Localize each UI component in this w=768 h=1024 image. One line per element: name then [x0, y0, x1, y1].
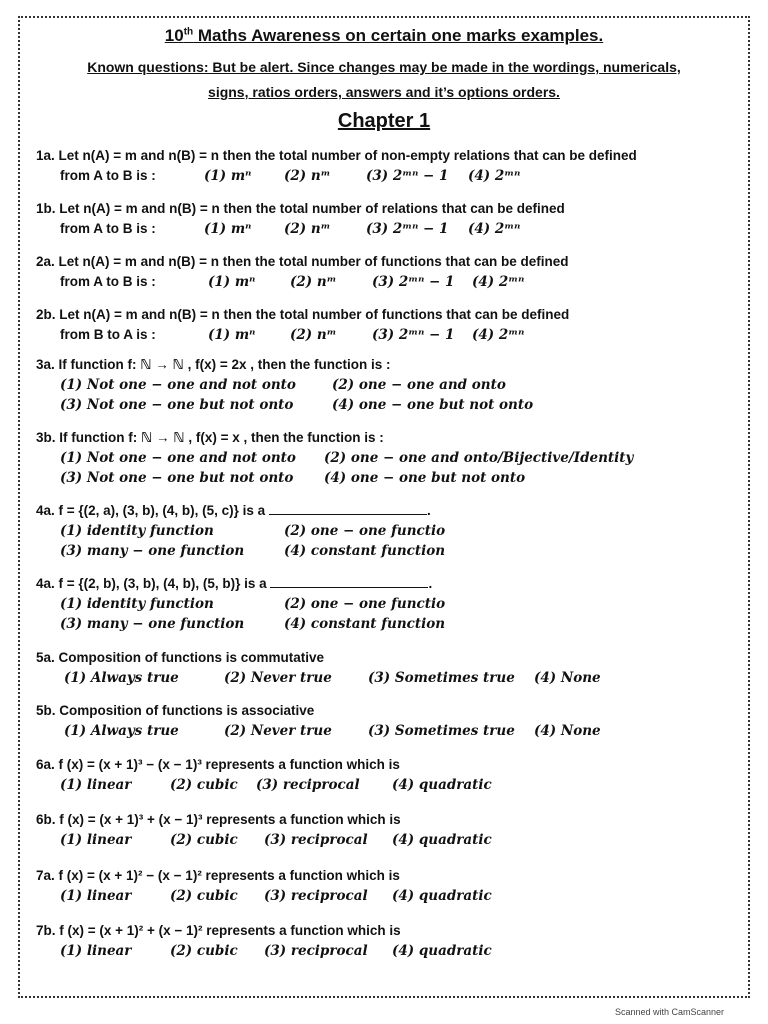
question-4a-first: [36, 501, 752, 561]
option-3: (3) 2ᵐⁿ − 1: [366, 168, 449, 184]
option-4: (4) 2ᵐⁿ: [468, 168, 521, 184]
answer-blank: [270, 574, 428, 588]
question-stem: 1a. Let n(A) = m and n(B) = n then the total number of non-empty relations that can be defined: [36, 148, 637, 163]
option-2: (2) cubic: [170, 888, 238, 904]
option-4: (4) quadratic: [392, 777, 492, 793]
question-stem: 6b. f (x) = (x + 1)³ + (x − 1)³ represents a function which is: [36, 812, 401, 827]
option-1: (1) mⁿ: [204, 221, 252, 237]
option-4: (4) constant function: [284, 543, 446, 559]
option-2: (2) cubic: [170, 777, 238, 793]
option-1: (1) linear: [60, 888, 132, 904]
question-7b: [36, 921, 752, 961]
question-stem: 4a. f = {(2, a), (3, b), (4, b), (5, c)} is a: [36, 503, 266, 518]
option-3: (3) Sometimes true: [368, 723, 515, 739]
option-3: (3) reciprocal: [264, 943, 368, 959]
question-lead: from A to B is :: [60, 274, 156, 289]
option-3: (3) many − one function: [60, 543, 245, 559]
question-6b: [36, 810, 752, 850]
option-1: (1) Always true: [64, 670, 179, 686]
option-2: (2) nᵐ: [284, 221, 331, 237]
option-1: (1) mⁿ: [208, 274, 256, 290]
option-3: (3) reciprocal: [264, 832, 368, 848]
option-4: (4) quadratic: [392, 943, 492, 959]
option-1: (1) linear: [60, 943, 132, 959]
option-4: (4) None: [534, 670, 601, 686]
option-2: (2) nᵐ: [290, 274, 337, 290]
question-stem: 2a. Let n(A) = m and n(B) = n then the total number of functions that can be defined: [36, 254, 569, 269]
question-1a: [36, 146, 752, 186]
option-2: (2) one − one and onto/Bijective/Identity: [324, 450, 634, 466]
question-stem: 6a. f (x) = (x + 1)³ − (x − 1)³ represents a function which is: [36, 757, 400, 772]
option-1: (1) mⁿ: [208, 327, 256, 343]
question-stem: 7a. f (x) = (x + 1)² − (x − 1)² represents a function which is: [36, 868, 400, 883]
option-4: (4) one − one but not onto: [324, 470, 526, 486]
option-4: (4) 2ᵐⁿ: [472, 327, 525, 343]
option-3: (3) reciprocal: [256, 777, 360, 793]
question-stem: 3b. If function f: ℕ → ℕ , f(x) = x , then the function is :: [36, 430, 384, 445]
option-3: (3) many − one function: [60, 616, 245, 632]
question-stem: 5b. Composition of functions is associative: [36, 703, 315, 718]
option-4: (4) 2ᵐⁿ: [472, 274, 525, 290]
question-lead: from A to B is :: [60, 221, 156, 236]
page-title: 10th Maths Awareness on certain one marks examples.: [164, 26, 604, 45]
known-questions-note: Known questions: But be alert. Since changes may be made in the wordings, numericals,: [87, 59, 681, 75]
option-4: (4) 2ᵐⁿ: [468, 221, 521, 237]
question-stem: 3a. If function f: ℕ → ℕ , f(x) = 2x , then the function is :: [36, 357, 391, 372]
option-3: (3) 2ᵐⁿ − 1: [372, 327, 455, 343]
option-3: (3) Not one − one but not onto: [60, 470, 294, 486]
question-4a-second: [36, 574, 752, 634]
option-4: (4) quadratic: [392, 888, 492, 904]
option-4: (4) quadratic: [392, 832, 492, 848]
question-5b: [36, 701, 752, 741]
option-1: (1) linear: [60, 832, 132, 848]
question-2b: [36, 305, 752, 345]
question-3b: [36, 428, 752, 488]
option-1: (1) Not one − one and not onto: [60, 377, 296, 393]
option-1: (1) mⁿ: [204, 168, 252, 184]
question-stem: 5a. Composition of functions is commutative: [36, 650, 325, 665]
question-2a: [36, 252, 752, 292]
option-2: (2) Never true: [224, 670, 332, 686]
option-2: (2) one − one functio: [284, 523, 446, 539]
question-lead: from A to B is :: [60, 168, 156, 183]
option-2: (2) cubic: [170, 832, 238, 848]
option-3: (3) 2ᵐⁿ − 1: [372, 274, 455, 290]
option-2: (2) nᵐ: [284, 168, 331, 184]
known-questions-note-cont: signs, ratios orders, answers and it’s options orders.: [208, 84, 560, 100]
option-3: (3) 2ᵐⁿ − 1: [366, 221, 449, 237]
question-7a: [36, 866, 752, 906]
option-2: (2) one − one and onto: [332, 377, 506, 393]
option-2: (2) nᵐ: [290, 327, 337, 343]
option-1: (1) identity function: [60, 596, 214, 612]
question-stem: 7b. f (x) = (x + 1)² + (x − 1)² represents a function which is: [36, 923, 401, 938]
blank-period: .: [426, 503, 431, 518]
scanner-watermark: Scanned with CamScanner: [614, 1007, 724, 1017]
option-4: (4) constant function: [284, 616, 446, 632]
question-stem: 1b. Let n(A) = m and n(B) = n then the total number of relations that can be defined: [36, 201, 565, 216]
question-1b: [36, 199, 752, 239]
question-lead: from B to A is :: [60, 327, 156, 342]
question-stem: 4a. f = {(2, b), (3, b), (4, b), (5, b)} is a: [36, 576, 267, 591]
option-1: (1) linear: [60, 777, 132, 793]
option-1: (1) identity function: [60, 523, 214, 539]
question-stem: 2b. Let n(A) = m and n(B) = n then the total number of functions that can be defined: [36, 307, 570, 322]
option-1: (1) Always true: [64, 723, 179, 739]
option-4: (4) one − one but not onto: [332, 397, 534, 413]
blank-period: .: [428, 576, 433, 591]
option-1: (1) Not one − one and not onto: [60, 450, 296, 466]
option-3: (3) reciprocal: [264, 888, 368, 904]
answer-blank: [269, 501, 427, 515]
option-3: (3) Not one − one but not onto: [60, 397, 294, 413]
option-2: (2) one − one functio: [284, 596, 446, 612]
option-3: (3) Sometimes true: [368, 670, 515, 686]
option-2: (2) Never true: [224, 723, 332, 739]
question-3a: [36, 355, 752, 415]
option-4: (4) None: [534, 723, 601, 739]
question-6a: [36, 755, 752, 795]
question-5a: [36, 648, 752, 688]
chapter-heading: Chapter 1: [337, 110, 431, 132]
option-2: (2) cubic: [170, 943, 238, 959]
